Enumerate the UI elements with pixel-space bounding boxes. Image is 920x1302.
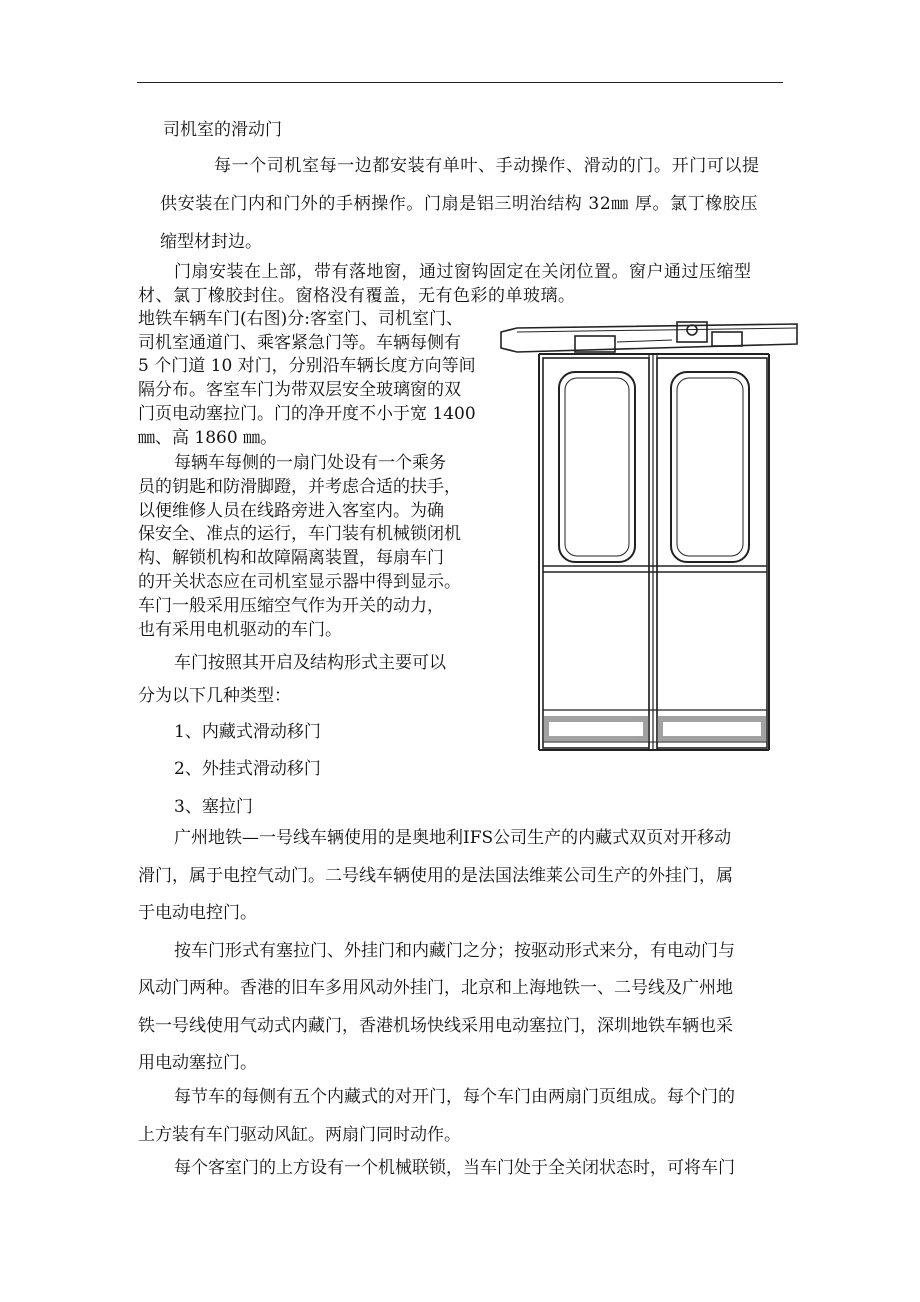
paragraph-line: 司机室通道门、乘客紧急门等。车辆每侧有 [138,333,461,353]
paragraph-line: 也有采用电机驱动的车门。 [138,620,342,640]
paragraph-line: 保安全、准点的运行，车门装有机械锁闭机 [138,524,461,544]
paragraph-line: 每辆车每侧的一扇门处设有一个乘务 [174,453,446,473]
paragraph-line: 车门一般采用压缩空气作为开关的动力， [138,596,444,616]
paragraph-line: 于电动电控门。 [138,903,257,923]
paragraph-line: 的开关状态应在司机室显示器中得到显示。 [138,572,461,592]
paragraph-line: ㎜、高 1860 ㎜。 [138,428,278,448]
paragraph-line: 缩型材封边。 [160,232,262,252]
paragraph-line: 供安装在门内和门外的手柄操作。门扇是铝三明治结构 32㎜ 厚。氯丁橡胶压 [160,194,759,214]
paragraph-line: 滑门，属于电控气动门。二号线车辆使用的是法国法维莱公司生产的外挂门，属 [138,866,733,886]
paragraph-line: 上方装有车门驱动风缸。两扇门同时动作。 [138,1125,461,1145]
section-title: 司机室的滑动门 [163,120,282,140]
list-item: 3、塞拉门 [174,797,253,817]
paragraph-line: 5 个门道 10 对门，分别沿车辆长度方向等间 [138,356,476,376]
paragraph-line: 员的钥匙和防滑脚蹬，并考虑合适的扶手， [138,477,461,497]
paragraph-line: 以便维修人员在线路旁进入客室内。为确 [138,501,444,521]
paragraph-line: 地铁车辆车门(右图)分:客室门、司机室门、 [138,309,463,329]
paragraph-line: 每节车的每侧有五个内藏式的对开门，每个车门由两扇门页组成。每个门的 [174,1087,735,1107]
list-item: 2、外挂式滑动移门 [174,759,321,779]
paragraph-line: 铁一号线使用气动式内藏门，香港机场快线采用电动塞拉门，深圳地铁车辆也采 [138,1016,733,1036]
paragraph-line: 门扇安装在上部，带有落地窗，通过窗钩固定在关闭位置。窗户通过压缩型 [174,262,752,282]
list-item: 1、内藏式滑动移门 [174,722,321,742]
paragraph-line: 车门按照其开启及结构形式主要可以 [174,653,446,673]
door-illustration [497,318,809,758]
header-rule [137,82,783,83]
paragraph-line: 门页电动塞拉门。门的净开度不小于宽 1400 [138,404,476,424]
paragraph-line: 隔分布。客室车门为带双层安全玻璃窗的双 [138,380,461,400]
paragraph-line: 广州地铁—一号线车辆使用的是奥地利IFS公司生产的内藏式双页对开移动 [174,828,732,848]
paragraph-line: 每一个司机室每一边都安装有单叶、手动操作、滑动的门。开门可以提 [214,156,760,176]
paragraph-line: 风动门两种。香港的旧车多用风动外挂门，北京和上海地铁一、二号线及广州地 [138,978,733,998]
paragraph-line: 分为以下几种类型： [138,686,291,706]
paragraph-line: 材、氯丁橡胶封住。窗格没有覆盖，无有色彩的单玻璃。 [138,286,576,306]
paragraph-line: 按车门形式有塞拉门、外挂门和内藏门之分；按驱动形式来分，有电动门与 [174,941,735,961]
paragraph-line: 用电动塞拉门。 [138,1053,257,1073]
paragraph-line: 构、解锁机构和故障隔离装置，每扇车门 [138,548,444,568]
paragraph-line: 每个客室门的上方设有一个机械联锁，当车门处于全关闭状态时，可将车门 [174,1158,735,1178]
